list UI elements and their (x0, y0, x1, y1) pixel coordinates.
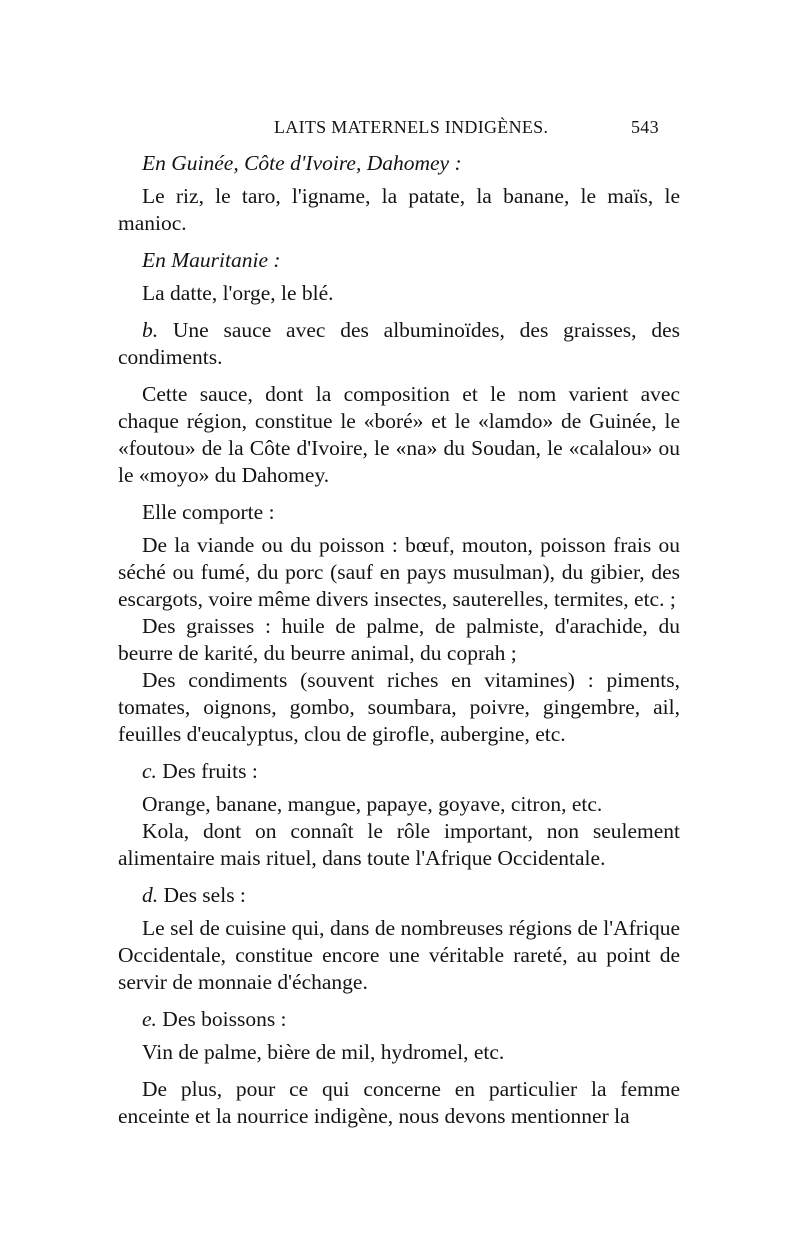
page-number: 543 (631, 117, 659, 137)
region-heading-mauritanie: En Mauritanie : (142, 248, 281, 272)
paragraph: Vin de palme, bière de mil, hydromel, etc. (142, 1040, 505, 1064)
page-header (0, 117, 800, 141)
item-text: Des fruits : (156, 759, 258, 783)
paragraph: La datte, l'orge, le blé. (142, 281, 334, 305)
item-text: Des sels : (158, 883, 246, 907)
item-label: b. (142, 318, 159, 342)
list-item-c (118, 758, 680, 785)
paragraph: Des condiments (souvent riches en vitamines) : piments, tomates, oignons, gombo, soumbara, poivre, gingembre, ail, feuilles d'eucalyptus, clou de girofle, aubergine, etc. (118, 668, 680, 746)
paragraph: Elle comporte : (142, 500, 275, 524)
paragraph: De la viande ou du poisson : bœuf, mouton, poisson frais ou séché ou fumé, du porc (sauf en pays musulman), du gibier, des escargots, voire même divers insectes, sauterelles, termites, etc. ; (118, 533, 680, 611)
item-label: d. (142, 883, 159, 907)
page-body (118, 150, 680, 1130)
paragraph: Orange, banane, mangue, papaye, goyave, citron, etc. (142, 792, 603, 816)
list-item-e (118, 1006, 680, 1033)
paragraph: Des graisses : huile de palme, de palmiste, d'arachide, du beurre de karité, du beurre animal, du coprah ; (118, 614, 680, 665)
item-label: e. (142, 1007, 157, 1031)
item-text: Une sauce avec des albuminoïdes, des graisses, des condiments. (118, 318, 680, 369)
item-text: Des boissons : (156, 1007, 287, 1031)
paragraph: Cette sauce, dont la composition et le nom varient avec chaque région, constitue le «boré» et le «lamdo» de Guinée, le «foutou» de la Côte d'Ivoire, le «na» du Soudan, le «calalou» ou le «moyo» du Dahomey. (118, 382, 680, 487)
paragraph: Le sel de cuisine qui, dans de nombreuses régions de l'Afrique Occidentale, constitue encore une véritable rareté, au point de servir de monnaie d'échange. (118, 916, 680, 994)
paragraph: Le riz, le taro, l'igname, la patate, la banane, le maïs, le manioc. (118, 184, 680, 235)
paragraph: De plus, pour ce qui concerne en particulier la femme enceinte et la nourrice indigène, nous devons mentionner la (118, 1077, 680, 1128)
region-heading-guinee: En Guinée, Côte d'Ivoire, Dahomey : (142, 151, 462, 175)
list-item-d (118, 882, 680, 909)
item-label: c. (142, 759, 157, 783)
list-item-b (118, 317, 680, 371)
running-head: LAITS MATERNELS INDIGÈNES. (274, 117, 549, 137)
paragraph: Kola, dont on connaît le rôle important, non seulement alimentaire mais rituel, dans toute l'Afrique Occidentale. (118, 819, 680, 870)
